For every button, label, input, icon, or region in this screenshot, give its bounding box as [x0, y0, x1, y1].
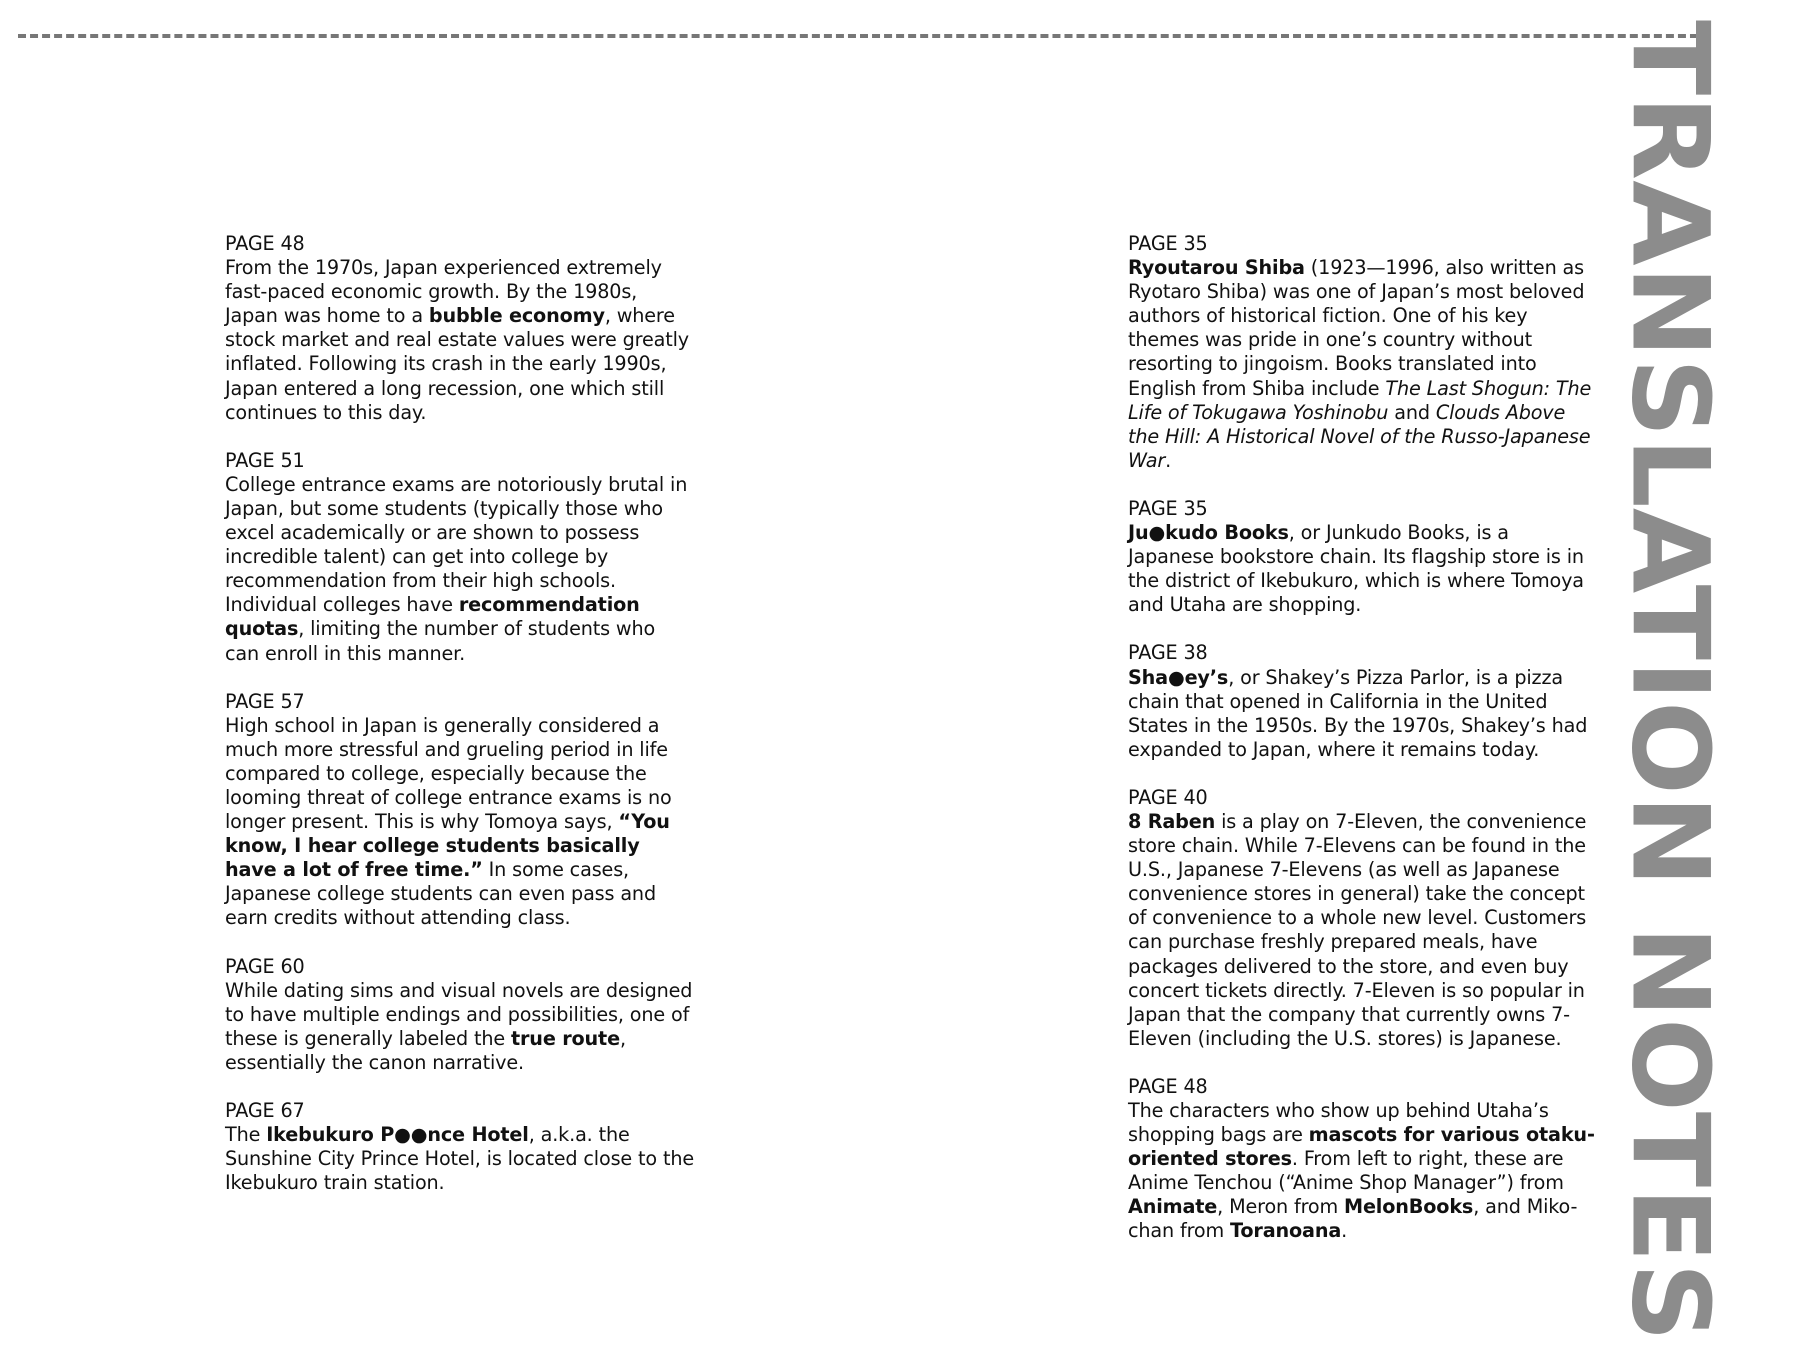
note-page-label: PAGE 48 [225, 232, 305, 255]
note-body [225, 979, 695, 1075]
note-text-segment: In some cases, Japanese college students can even pass and earn credits without attending class. [225, 858, 656, 930]
translation-note [1128, 786, 1598, 1051]
note-text-segment: High school in Japan is generally considered a much more stressful and grueling period in life compared to college, especially because the looming threat of college entrance exams is no longer present. This is why Tomoya says, [225, 713, 672, 834]
note-text-segment: , where stock market and real estate values were greatly inflated. Following its crash in the early 1990s, Japan entered a long recession, one which still continues to this day. [225, 304, 689, 424]
note-page-label: PAGE 51 [225, 448, 305, 472]
note-text-segment: , limiting the number of students who can enroll in this manner. [225, 617, 656, 665]
note-bold-term: Ryoutarou Shiba [1128, 256, 1305, 280]
note-text-segment: , Meron from [1217, 1195, 1344, 1219]
translation-note [1128, 232, 1598, 473]
dashed-rule [18, 34, 1710, 38]
note-page-label: PAGE 38 [1128, 641, 1208, 665]
note-text-segment: , or Junkudo Books, is a Japanese bookstore chain. Its flagship store is in the district of Ikebukuro, which is where Tomoya and Utaha are shopping. [1128, 521, 1584, 617]
note-page-label: PAGE 67 [225, 1099, 305, 1122]
note-italic-title: Clouds Above the Hill: A Historical Novel of the Russo-Japanese War [1128, 400, 1591, 472]
note-bold-term: “You know, I hear college students basically have a lot of free time.” [225, 810, 670, 882]
side-title-banner [1608, 20, 1798, 1350]
note-body [1128, 521, 1598, 617]
note-body [225, 473, 695, 666]
side-title-svg [1608, 20, 1798, 1350]
note-text-segment: , essentially the canon narrative. [225, 1026, 626, 1074]
note-text-segment: . [1341, 1219, 1348, 1243]
note-text-segment: From the 1970s, Japan experienced extremely fast-paced economic growth. By the 1980s, Japan was home to a [225, 256, 662, 328]
side-title: TRANSLATION NOTES [1608, 20, 1732, 1290]
note-page-label: PAGE 35 [1128, 496, 1208, 520]
note-text-segment: College entrance exams are notoriously brutal in Japan, but some students (typically those who excel academically or are shown to possess incredible talent) can get into college by recommendation from their high schools. Individual colleges have [225, 472, 688, 617]
note-text-segment: The characters who show up behind Utaha’s shopping bags are [1128, 1099, 1549, 1147]
translation-note [225, 232, 695, 425]
translation-note [225, 955, 695, 1075]
note-body [1128, 1099, 1598, 1244]
note-text-segment: is a play on 7-Eleven, the convenience store chain. While 7-Elevens can be found in the U.S., Japanese 7-Elevens (as well as Japanese convenience stores in general) take the concept of convenience to a whole new level. Customers can purchase freshly prepared meals, have packages delivered to the store, and even buy concert tickets directly. 7-Eleven is so popular in Japan that the company that currently owns 7-Eleven (including the U.S. stores) is Japanese. [1128, 809, 1587, 1050]
note-bold-term: bubble economy [428, 304, 605, 328]
note-text-segment: and [1388, 400, 1436, 424]
note-text-segment: The [225, 1123, 267, 1147]
note-text-segment: While dating sims and visual novels are designed to have multiple endings and possibilities, one of these is generally labeled the [225, 978, 693, 1050]
translation-note [225, 449, 695, 666]
note-body [1128, 666, 1598, 762]
translation-note [225, 690, 695, 931]
note-bold-term: MelonBooks [1344, 1195, 1474, 1219]
note-body [225, 1123, 695, 1195]
note-page-label: PAGE 60 [225, 954, 305, 978]
note-body [225, 714, 695, 931]
note-page-label: PAGE 40 [1128, 785, 1208, 809]
note-bold-term: Ju●kudo Books [1128, 521, 1289, 545]
note-text-segment: , a.k.a. the Sunshine City Prince Hotel, is located close to the Ikebukuro train station. [225, 1123, 694, 1195]
note-text-segment: , or Shakey’s Pizza Parlor, is a pizza chain that opened in California in the United States in the 1950s. By the 1970s, Shakey’s had expanded to Japan, where it remains today. [1128, 665, 1588, 761]
translation-note [225, 1099, 695, 1195]
left-notes-column [225, 232, 695, 1219]
note-page-label: PAGE 48 [1128, 1074, 1208, 1098]
note-bold-term: Animate [1128, 1195, 1218, 1219]
note-text-segment: . [1165, 448, 1172, 472]
note-bold-term: Toranoana [1229, 1219, 1342, 1243]
note-body [1128, 810, 1598, 1051]
translation-note [1128, 641, 1598, 761]
note-page-label: PAGE 57 [225, 689, 305, 713]
note-body [225, 256, 695, 425]
note-text-segment: , and Miko-chan from [1128, 1195, 1578, 1243]
note-text-segment: . From left to right, these are Anime Tenchou (“Anime Shop Manager”) from [1128, 1147, 1564, 1195]
note-italic-title: The Last Shogun: The Life of Tokugawa Yoshinobu [1128, 376, 1592, 424]
note-bold-term: 8 Raben [1128, 809, 1216, 833]
right-notes-column [1128, 232, 1598, 1268]
note-bold-term: mascots for various otaku-oriented stores [1128, 1123, 1595, 1171]
note-page-label: PAGE 35 [1128, 232, 1208, 255]
note-body [1128, 256, 1598, 473]
translation-note [1128, 1075, 1598, 1244]
note-text-segment: (1923—1996, also written as Ryotaro Shiba) was one of Japan’s most beloved authors of historical fiction. One of his key themes was pride in one’s country without resorting to jingoism. Books translated into English from Shiba include [1128, 256, 1585, 400]
translation-note [1128, 497, 1598, 617]
note-bold-term: Ikebukuro P●●nce Hotel [266, 1123, 529, 1147]
note-bold-term: true route [510, 1026, 620, 1050]
note-bold-term: recommendation quotas [225, 593, 640, 641]
note-bold-term: Sha●ey’s [1128, 665, 1229, 689]
